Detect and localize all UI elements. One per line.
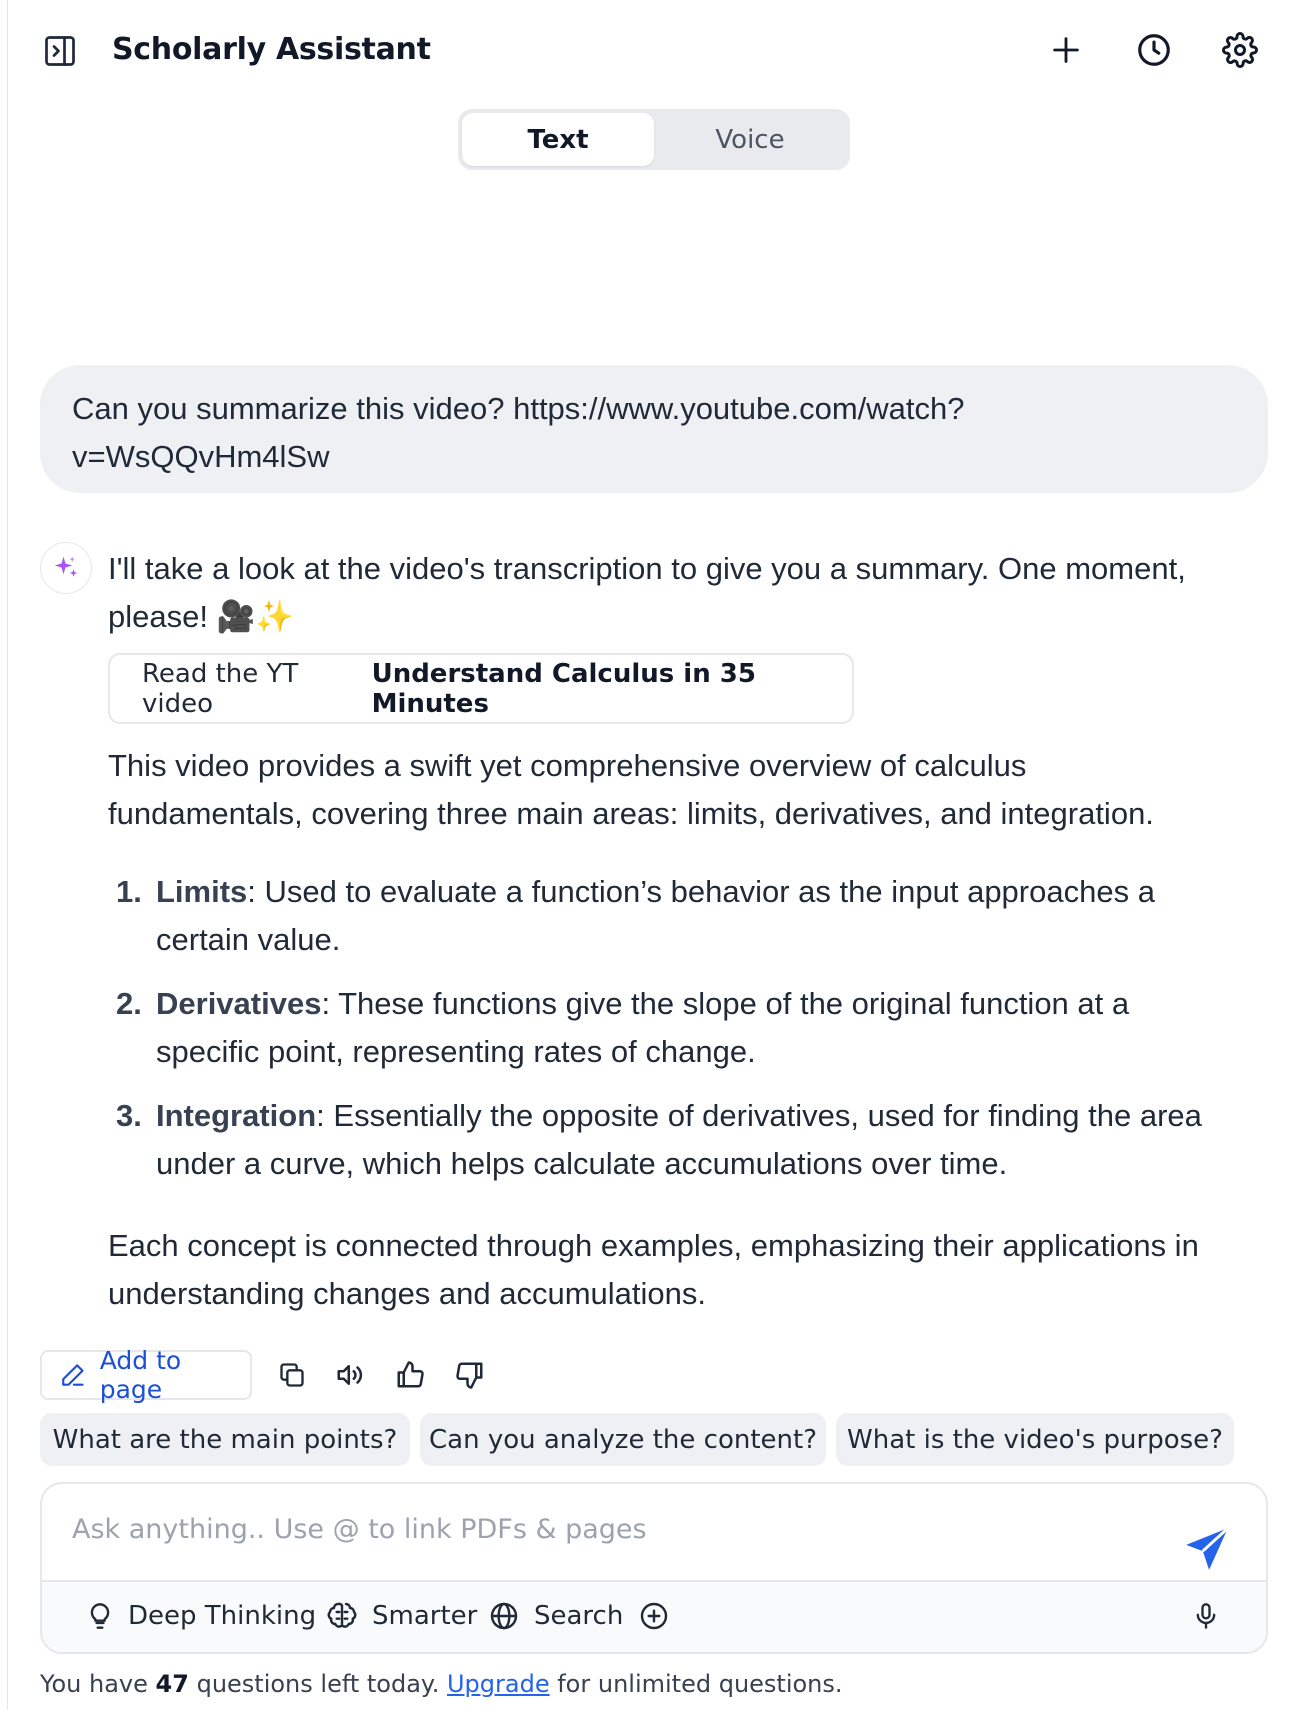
assistant-text-line: This video provides a swift yet comprehensive overview of calculus <box>108 748 1027 783</box>
thumbs-up-icon[interactable] <box>390 1355 430 1395</box>
list-text: : These functions give the slope of the original function at a <box>321 986 1130 1021</box>
list-text: : Essentially the opposite of derivatives, used for finding the area <box>316 1098 1202 1133</box>
deep-thinking-label: Deep Thinking <box>128 1601 317 1631</box>
tab-text[interactable]: Text <box>462 113 654 166</box>
user-message-bubble <box>40 365 1268 493</box>
suggestion-chip[interactable]: What are the main points? <box>40 1413 410 1466</box>
assistant-text-line: fundamentals, covering three main areas: limits, derivatives, and integration. <box>108 796 1154 831</box>
deep-thinking-toggle[interactable] <box>86 1600 316 1632</box>
sidebar-toggle-icon[interactable] <box>38 29 82 73</box>
upgrade-link[interactable]: Upgrade <box>446 1670 550 1698</box>
brain-icon <box>326 1600 358 1632</box>
footer-text: for unlimited questions. <box>557 1670 843 1698</box>
add-to-page-button[interactable] <box>40 1346 252 1404</box>
list-number: 2. <box>116 986 142 1021</box>
copy-icon[interactable] <box>272 1355 312 1395</box>
thumbs-down-icon[interactable] <box>450 1355 490 1395</box>
list-term: Limits <box>156 874 248 909</box>
smarter-toggle[interactable] <box>326 1600 477 1632</box>
add-to-page-label: Add to page <box>99 1346 182 1404</box>
assistant-text-line: understanding changes and accumulations. <box>108 1276 707 1311</box>
app-title: Scholarly Assistant <box>112 32 431 67</box>
quota-footer <box>40 1670 843 1698</box>
plus-circle-icon <box>638 1600 670 1632</box>
lightbulb-icon <box>86 1600 114 1632</box>
list-text: under a curve, which helps calculate accumulations over time. <box>156 1146 1008 1181</box>
chat-input[interactable] <box>72 1504 1172 1554</box>
list-item <box>108 1092 1268 1188</box>
assistant-avatar <box>40 542 92 594</box>
summary-points-list <box>108 868 1268 1204</box>
list-number: 3. <box>116 1098 142 1133</box>
search-toggle[interactable] <box>488 1600 623 1632</box>
search-label: Search <box>534 1601 624 1631</box>
assistant-text-line: please! 🎥✨ <box>108 599 294 634</box>
footer-text: questions left today. <box>196 1670 440 1698</box>
chat-input-box <box>40 1482 1268 1654</box>
list-item <box>108 868 1268 964</box>
history-clock-icon[interactable] <box>1132 28 1176 72</box>
microphone-icon[interactable] <box>1192 1600 1220 1632</box>
suggestion-chip[interactable]: Can you analyze the content? <box>420 1413 826 1466</box>
list-number: 1. <box>116 874 142 909</box>
list-term: Derivatives <box>156 986 322 1021</box>
send-icon[interactable] <box>1182 1524 1232 1574</box>
assistant-overview <box>108 742 1268 838</box>
tool-call-video-title: Understand Calculus in 35 Minutes <box>371 658 756 719</box>
list-item <box>108 980 1268 1076</box>
footer-text: You have <box>40 1670 148 1698</box>
list-text: : Used to evaluate a function’s behavior as the input approaches a <box>247 874 1155 909</box>
user-message-line: v=WsQQvHm4lSw <box>72 439 330 474</box>
user-message-line: Can you summarize this video? https://www.youtube.com/watch? <box>72 391 965 426</box>
settings-gear-icon[interactable] <box>1218 28 1262 72</box>
pencil-icon <box>60 1362 86 1388</box>
input-toolbar <box>42 1580 1266 1654</box>
add-tool-button[interactable] <box>638 1600 670 1632</box>
assistant-text-line: Each concept is connected through examples, emphasizing their applications in <box>108 1228 1199 1263</box>
mode-switch <box>458 109 850 170</box>
assistant-intro <box>108 545 1268 641</box>
assistant-closing <box>108 1222 1268 1318</box>
globe-icon <box>488 1600 520 1632</box>
tab-voice[interactable]: Voice <box>715 124 785 155</box>
sparkle-icon <box>51 553 81 583</box>
read-aloud-speaker-icon[interactable] <box>330 1355 370 1395</box>
suggestion-chip[interactable]: What is the video's purpose? <box>836 1413 1234 1466</box>
tool-call-prefix: Read the YT video <box>142 658 299 719</box>
questions-left-count: 47 <box>155 1670 189 1698</box>
list-text: certain value. <box>156 922 341 957</box>
new-chat-icon[interactable] <box>1044 28 1088 72</box>
smarter-label: Smarter <box>372 1601 478 1631</box>
list-term: Integration <box>156 1098 317 1133</box>
tool-call-box[interactable] <box>108 653 854 724</box>
assistant-text-line: I'll take a look at the video's transcription to give you a summary. One moment, <box>108 551 1186 586</box>
list-text: specific point, representing rates of change. <box>156 1034 756 1069</box>
left-border <box>7 0 8 1710</box>
